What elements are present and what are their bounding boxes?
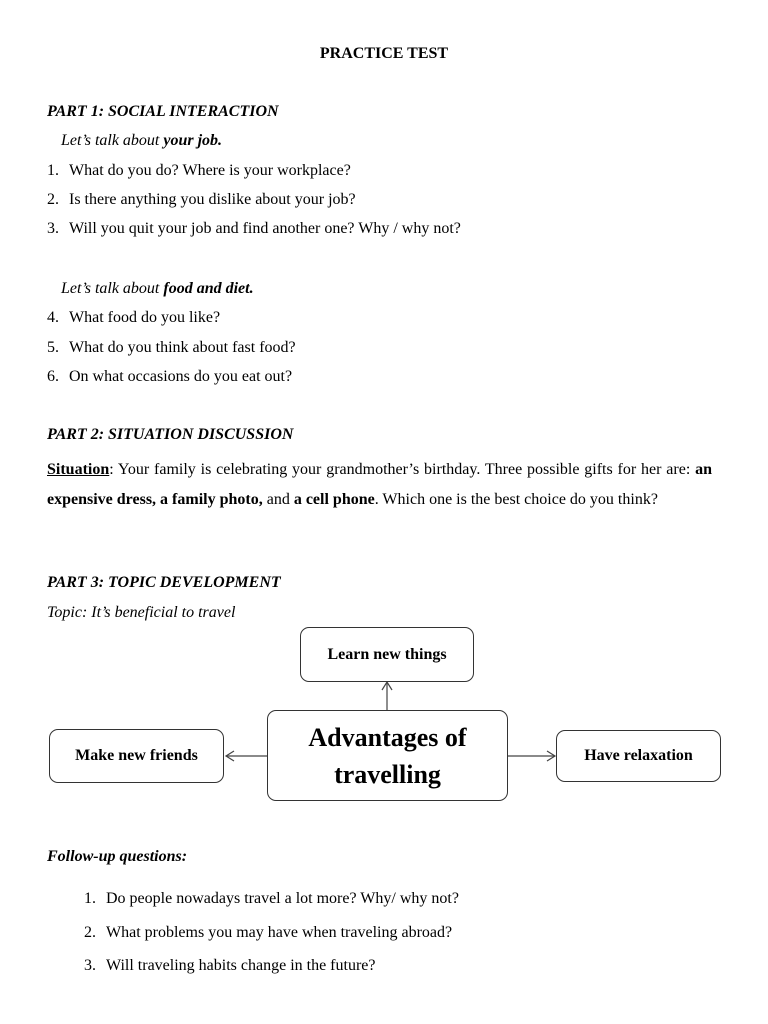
followup-text: What problems you may have when traveling abroad? bbox=[106, 924, 453, 941]
situation-text-a: : Your family is celebrating your grandmother’s birthday. Three possible gifts for her are: bbox=[109, 461, 696, 478]
situation-text-c: . Which one is the best choice do you think? bbox=[374, 490, 658, 508]
part1-heading: PART 1: SOCIAL INTERACTION bbox=[47, 103, 279, 120]
part2-heading: PART 2: SITUATION DISCUSSION bbox=[47, 426, 294, 443]
mindmap-node-top: Learn new things bbox=[300, 627, 474, 682]
question-number: 3. bbox=[47, 220, 59, 237]
question-text: Will you quit your job and find another one? Why / why not? bbox=[69, 220, 461, 237]
gift-option-phone: a cell phone bbox=[293, 490, 375, 508]
question-number: 6. bbox=[47, 368, 59, 385]
intro-prefix: Let’s talk about bbox=[61, 132, 164, 149]
followup-item bbox=[84, 889, 459, 909]
mindmap-node-right: Have relaxation bbox=[556, 730, 721, 782]
question-text: What food do you like? bbox=[69, 309, 221, 326]
situation-text-b: and bbox=[262, 490, 294, 508]
followup-item bbox=[84, 923, 452, 943]
question-number: 1. bbox=[47, 162, 59, 179]
gift-options-bold: an expensive dress, a family photo, bbox=[47, 461, 712, 508]
mindmap-node-left: Make new friends bbox=[49, 729, 224, 783]
followup-number: 2. bbox=[84, 924, 96, 941]
question-text: What do you think about fast food? bbox=[69, 339, 296, 356]
intro-topic: your job. bbox=[163, 132, 223, 149]
intro-topic: food and diet. bbox=[163, 280, 254, 297]
question-number: 5. bbox=[47, 339, 59, 356]
part3-heading: PART 3: TOPIC DEVELOPMENT bbox=[47, 574, 281, 591]
intro-prefix: Let’s talk about bbox=[61, 280, 164, 297]
topic-line: Topic: It’s beneficial to travel bbox=[47, 604, 236, 621]
situation-label: Situation bbox=[47, 461, 110, 478]
question-number: 4. bbox=[47, 309, 59, 326]
mindmap-center-node: Advantages of travelling bbox=[267, 710, 508, 801]
followup-text: Will traveling habits change in the future? bbox=[106, 957, 376, 974]
question-text: On what occasions do you eat out? bbox=[69, 368, 293, 385]
question-number: 2. bbox=[47, 191, 59, 208]
followup-number: 1. bbox=[84, 890, 96, 907]
question-text: Is there anything you dislike about your job? bbox=[69, 191, 356, 208]
followup-heading: Follow-up questions: bbox=[47, 848, 188, 865]
question-text: What do you do? Where is your workplace? bbox=[69, 162, 351, 179]
followup-text: Do people nowadays travel a lot more? Why/ why not? bbox=[106, 890, 459, 907]
page-title: PRACTICE TEST bbox=[319, 45, 449, 62]
followup-item bbox=[84, 956, 375, 976]
followup-number: 3. bbox=[84, 957, 96, 974]
